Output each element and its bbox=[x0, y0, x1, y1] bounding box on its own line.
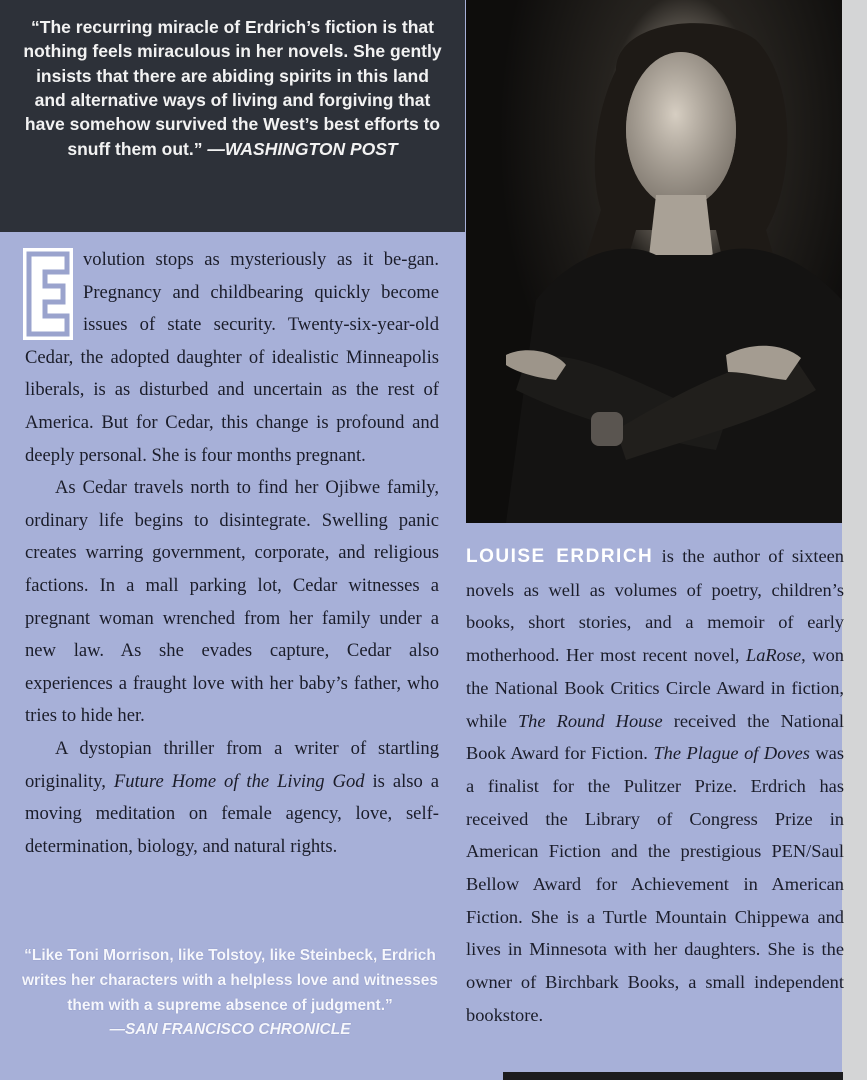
author-photo bbox=[466, 0, 842, 523]
book-plague-of-doves: The Plague of Doves bbox=[653, 743, 810, 764]
book-larose: LaRose bbox=[745, 645, 802, 666]
book-title: Future Home of the Living God bbox=[113, 770, 365, 792]
quote-source: —SAN FRANCISCO CHRONICLE bbox=[109, 1021, 351, 1039]
dropcap-e bbox=[23, 248, 73, 340]
bottom-edge-bar bbox=[503, 1072, 843, 1080]
washington-post-quote-box bbox=[0, 0, 465, 232]
p3-intro: A dystopian thriller from a writer of startling originality, bbox=[25, 737, 439, 792]
san-francisco-chronicle-quote bbox=[20, 944, 440, 1043]
book-round-house: The Round House bbox=[517, 710, 663, 731]
description-paragraph-2: As Cedar travels north to find her Ojibwe family, ordinary life begins to disintegrate. Swelling panic creates warring government, corporate, and religious factions. In a mall parking lot, Cedar witnesses a pregnant woman wrenched from her family under a new law. As she evades capture, Cedar also experiences a fraught love with her baby’s father, who tries to hide her. bbox=[25, 477, 439, 727]
bio-text-3: received the National Book Award for Fiction. bbox=[466, 710, 844, 764]
book-description bbox=[25, 244, 439, 863]
bio-text-2: , won the National Book Critics Circle Award in fiction, while bbox=[466, 645, 844, 731]
author-bio bbox=[466, 540, 844, 1032]
bio-paragraph bbox=[466, 540, 844, 1032]
quote-text: “Like Toni Morrison, like Tolstoy, like Steinbeck, Erdrich writes her characters with a helpless love and witnesses them with a supreme absence of judgment.” bbox=[21, 947, 439, 1014]
p3-end: is also a moving meditation on female agency, love, self-determination, biology, and natural rights. bbox=[25, 770, 439, 857]
quote-source: —WASHINGTON POST bbox=[207, 138, 398, 159]
dropcap-text: volution stops as mysteriously as it be-gan. Pregnancy and childbearing quickly become issues of state security. Twenty-six-year-old Cedar, the adopted daughter of idealistic Minneapolis liberals, is as disturbed and uncertain as the rest of America. But for Cedar, this change is profound and deeply personal. She is four months pregnant. bbox=[25, 249, 439, 466]
description-paragraph-1 bbox=[25, 244, 439, 472]
cover-edge bbox=[842, 0, 867, 1080]
bio-text-4: was a finalist for the Pulitzer Prize. Erdrich has received the Library of Congress Prize in American Fiction and the prestigious PEN/Saul Bellow Award for Achievement in American Fiction. She is a Turtle Mountain Chippewa and lives in Minnesota with her daughters. She is the owner of Birchbark Books, a small independent bookstore. bbox=[466, 743, 845, 1025]
quote-text: “The recurring miracle of Erdrich’s fiction is that nothing feels miraculous in her novels. She gently insists that there are abiding spirits in this land and alternative ways of living and forgiving that have somehow survived the West’s best efforts to snuff them out.” bbox=[23, 17, 442, 159]
bio-text-1: is the author of sixteen novels as well as volumes of poetry, children’s books, short stories, and a memoir of early motherhood. Her most recent novel, bbox=[466, 546, 844, 666]
washington-post-quote bbox=[20, 15, 445, 161]
description-paragraph-3 bbox=[25, 733, 439, 863]
author-name: LOUISE ERDRICH bbox=[466, 546, 654, 567]
